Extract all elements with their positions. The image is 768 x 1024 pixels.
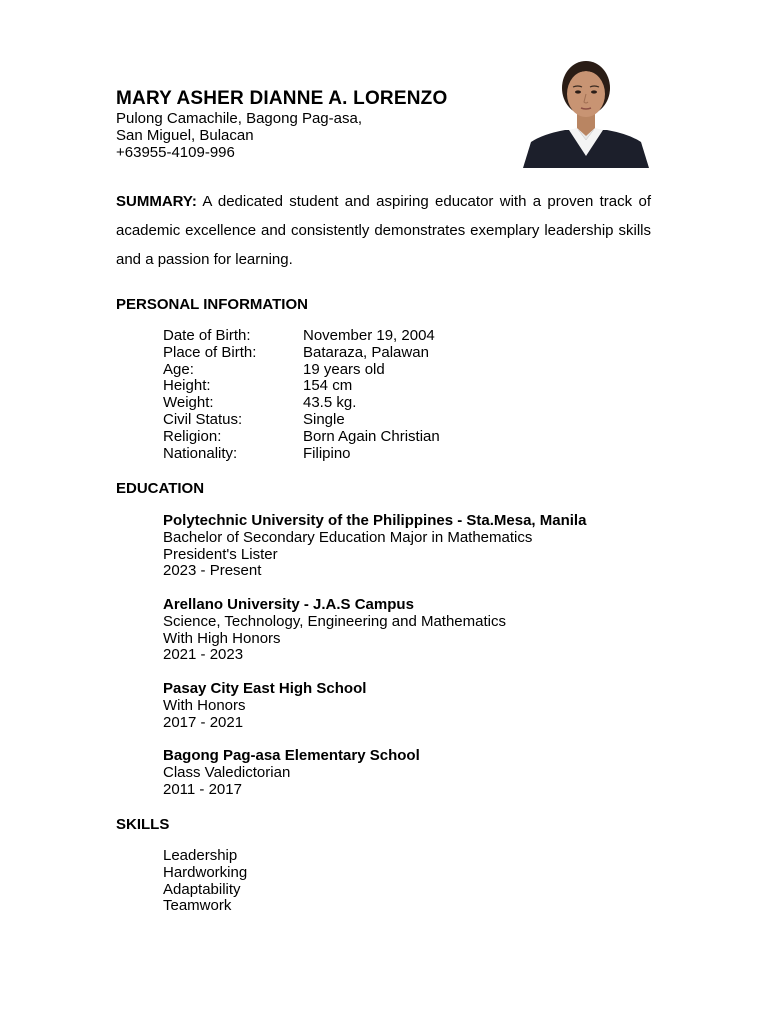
phone-number: +63955-4109-996 <box>116 144 235 161</box>
info-label: Nationality: <box>163 444 238 462</box>
address-line-2: San Miguel, Bulacan <box>116 127 254 144</box>
profile-photo-image <box>521 58 651 168</box>
info-value: Filipino <box>303 444 351 462</box>
info-row-civil-status <box>163 412 440 429</box>
summary-text: A dedicated student and aspiring educator with a proven track of academic excellence and consistently demonstrates exemplary leadership skills and a passion for learning. <box>116 193 651 268</box>
education-line: 2017 - 2021 <box>163 713 244 731</box>
skill-item: Hardworking <box>163 863 248 881</box>
info-value: 43.5 kg. <box>303 394 357 412</box>
education-entry-university <box>163 513 586 580</box>
applicant-name: MARY ASHER DIANNE A. LORENZO <box>116 88 448 109</box>
info-label: Height: <box>163 377 211 395</box>
info-label: Age: <box>163 360 194 378</box>
profile-photo <box>521 58 651 168</box>
summary-paragraph <box>116 187 651 274</box>
info-value: Bataraza, Palawan <box>303 343 429 361</box>
info-row-religion <box>163 429 440 446</box>
education-line: 2021 - 2023 <box>163 646 244 664</box>
education-entry-senior-high <box>163 597 506 664</box>
education-line: President's Lister <box>163 545 278 563</box>
skill-item: Leadership <box>163 847 238 864</box>
education-line: Bachelor of Secondary Education Major in Mathematics <box>163 528 533 546</box>
summary-label: SUMMARY: <box>116 193 197 210</box>
education-line: With Honors <box>163 696 246 714</box>
info-label: Place of Birth: <box>163 343 257 361</box>
info-value: 154 cm <box>303 377 353 395</box>
info-label: Civil Status: <box>163 410 243 428</box>
education-entry-high-school <box>163 681 366 731</box>
info-value: 19 years old <box>303 360 385 378</box>
education-line: 2011 - 2017 <box>163 780 242 798</box>
school-name: Polytechnic University of the Philippines - Sta.Mesa, Manila <box>163 512 587 529</box>
skills-list <box>163 848 247 915</box>
education-heading: EDUCATION <box>116 480 205 497</box>
personal-information-list <box>163 328 440 462</box>
info-label: Religion: <box>163 427 222 445</box>
skill-item: Teamwork <box>163 897 232 915</box>
skills-heading: SKILLS <box>116 816 170 833</box>
info-row-age <box>163 362 440 379</box>
skill-item: Adaptability <box>163 880 241 898</box>
education-line: Science, Technology, Engineering and Mathematics <box>163 612 506 630</box>
education-line: 2023 - Present <box>163 562 262 580</box>
info-value: Born Again Christian <box>303 427 440 445</box>
info-value: November 19, 2004 <box>303 327 435 344</box>
education-line: With High Honors <box>163 629 281 647</box>
info-label: Weight: <box>163 394 214 412</box>
info-value: Single <box>303 410 345 428</box>
info-row-place-of-birth <box>163 345 440 362</box>
school-name: Arellano University - J.A.S Campus <box>163 596 414 613</box>
info-row-date-of-birth <box>163 328 440 345</box>
info-label: Date of Birth: <box>163 327 251 344</box>
info-row-nationality <box>163 446 440 463</box>
school-name: Bagong Pag-asa Elementary School <box>163 747 420 764</box>
address-line-1: Pulong Camachile, Bagong Pag-asa, <box>116 110 362 127</box>
personal-information-heading: PERSONAL INFORMATION <box>116 296 308 313</box>
contact-block <box>116 110 362 161</box>
education-line: Class Valedictorian <box>163 763 291 781</box>
school-name: Pasay City East High School <box>163 680 367 697</box>
info-row-height <box>163 378 440 395</box>
education-entry-elementary <box>163 748 420 798</box>
info-row-weight <box>163 395 440 412</box>
